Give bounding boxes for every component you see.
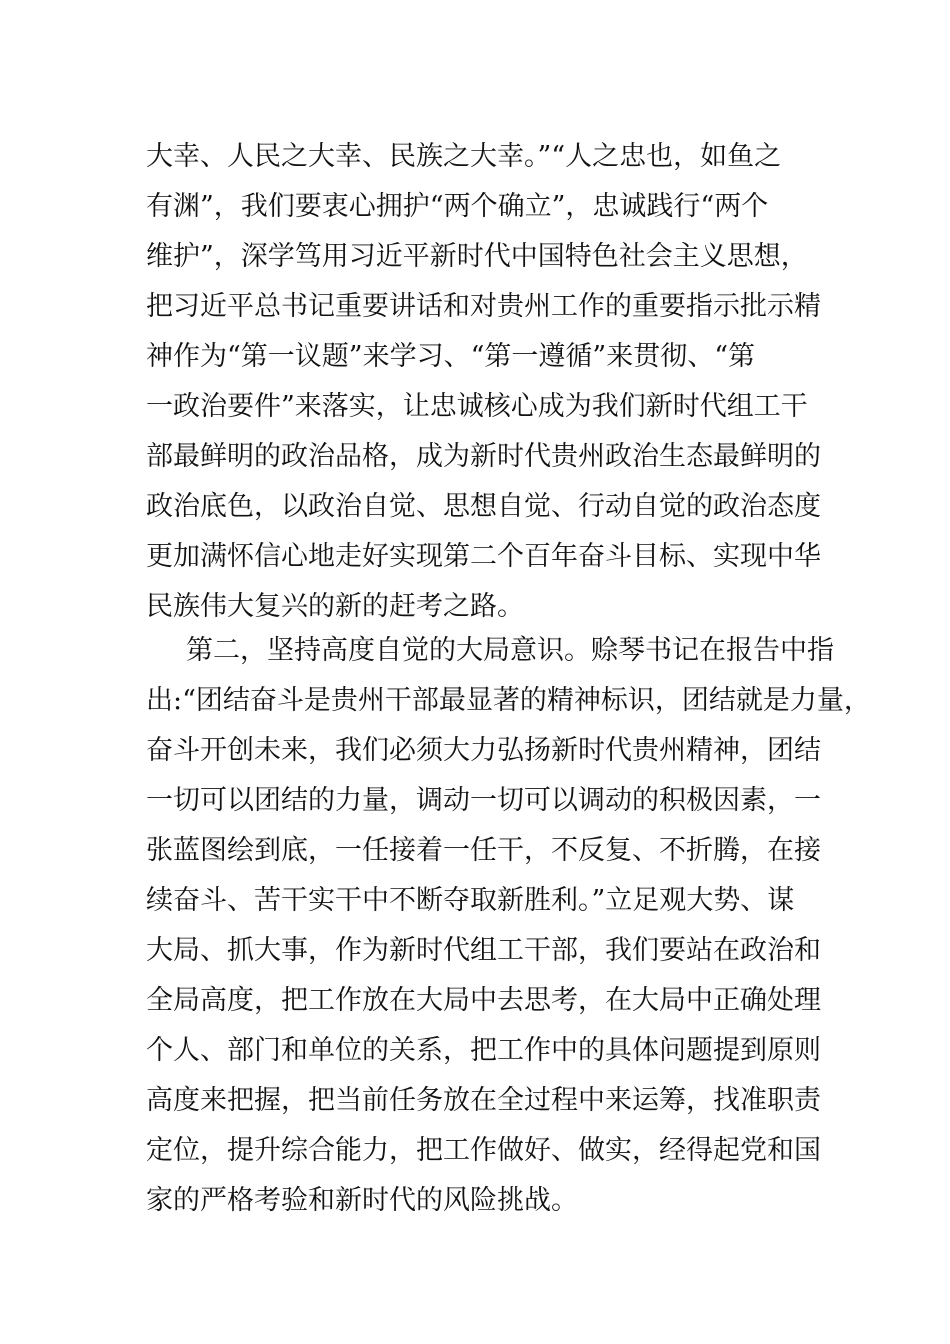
text-line: 更加满怀信心地走好实现第二个百年奋斗目标、实现中华 bbox=[146, 541, 821, 572]
text-line: 部最鲜明的政治品格，成为新时代贵州政治生态最鲜明的 bbox=[146, 441, 821, 472]
text-line: 个人、部门和单位的关系，把工作中的具体问题提到原则 bbox=[146, 1035, 821, 1066]
text-line: 全局高度，把工作放在大局中去思考，在大局中正确处理 bbox=[146, 985, 821, 1016]
paragraph-continued bbox=[146, 132, 836, 632]
text-line: 定位，提升综合能力，把工作做好、做实，经得起党和国 bbox=[146, 1135, 821, 1166]
text-line: 一政治要件”来落实，让忠诚核心成为我们新时代组工干 bbox=[146, 391, 808, 422]
text-line: 把习近平总书记重要讲话和对贵州工作的重要指示批示精 bbox=[146, 291, 821, 322]
text-line: 民族伟大复兴的新的赶考之路。 bbox=[146, 591, 524, 622]
text-line: 神作为“第一议题”来学习、“第一遵循”来贯彻、“第 bbox=[146, 341, 756, 372]
text-line: 续奋斗、苦干实干中不断夺取新胜利。”立足观大势、谋 bbox=[146, 885, 795, 916]
text-line: 高度来把握，把当前任务放在全过程中来运筹，找准职责 bbox=[146, 1085, 821, 1116]
text-line-first-indented: 第二，坚持高度自觉的大局意识。赊琴书记在报告中指 bbox=[186, 635, 834, 666]
text-line: 大局、抓大事，作为新时代组工干部，我们要站在政治和 bbox=[146, 935, 821, 966]
text-line: 家的严格考验和新时代的风险挑战。 bbox=[146, 1185, 578, 1216]
text-line: 政治底色，以政治自觉、思想自觉、行动自觉的政治态度 bbox=[146, 491, 821, 522]
text-line: 张蓝图绘到底，一任接着一任干，不反复、不折腾，在接 bbox=[146, 835, 821, 866]
paragraph-second bbox=[146, 626, 871, 1226]
text-line: 有渊”，我们要衷心拥护“两个确立”，忠诚践行“两个 bbox=[146, 191, 769, 222]
text-line: 奋斗开创未来，我们必须大力弘扬新时代贵州精神，团结 bbox=[146, 735, 821, 766]
text-line: 出:“团结奋斗是贵州干部最显著的精神标识，团结就是力量， bbox=[146, 685, 871, 716]
text-line: 大幸、人民之大幸、民族之大幸。”“人之忠也，如鱼之 bbox=[146, 141, 782, 172]
text-line: 一切可以团结的力量，调动一切可以调动的积极因素，一 bbox=[146, 785, 821, 816]
text-line: 维护”，深学笃用习近平新时代中国特色社会主义思想， bbox=[146, 241, 808, 272]
